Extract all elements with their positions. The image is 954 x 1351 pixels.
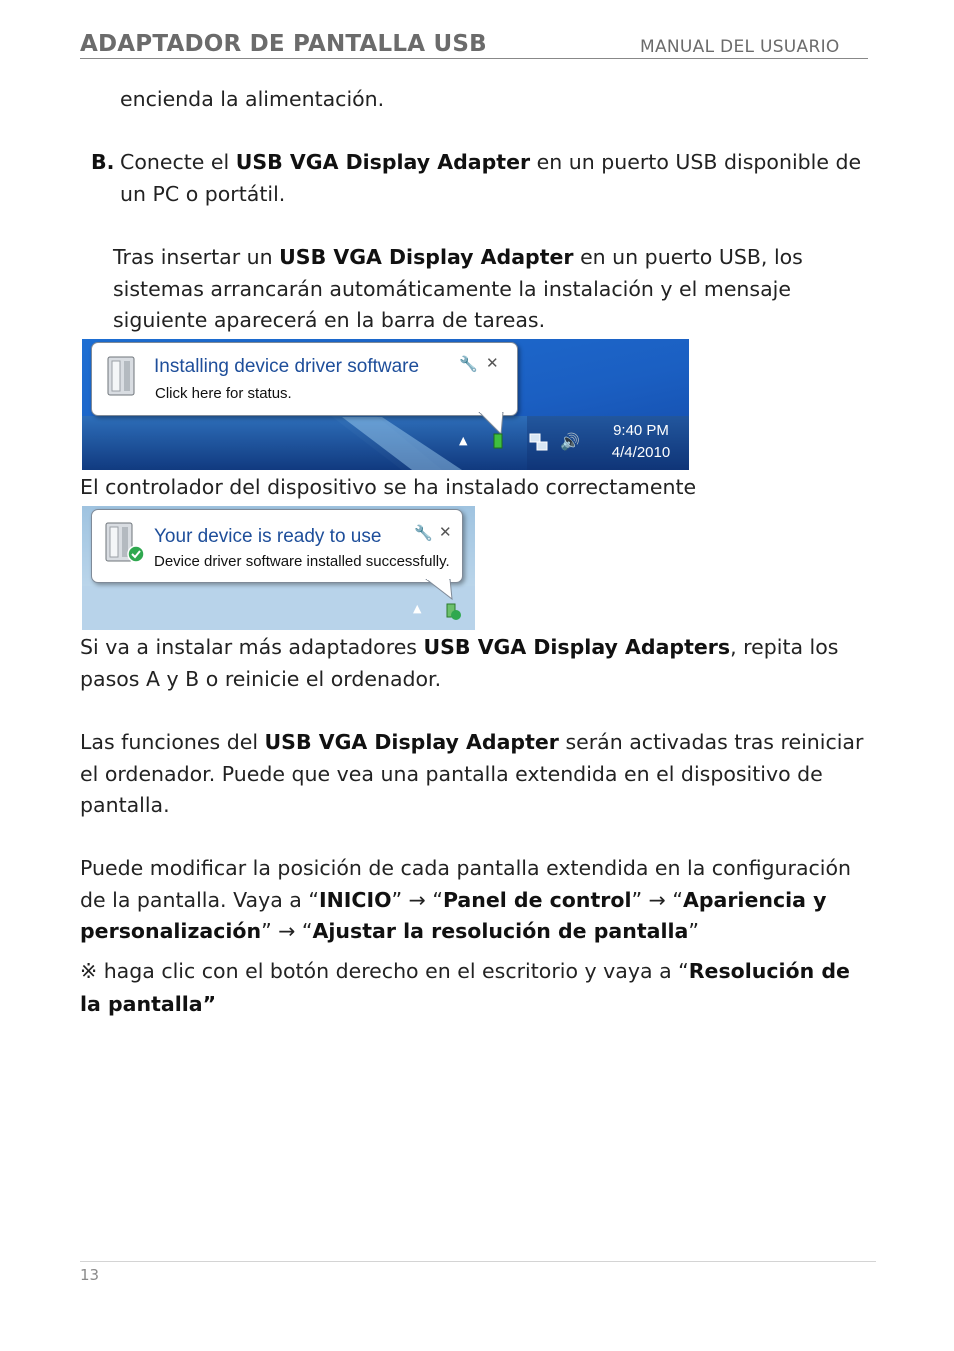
balloon-tail	[424, 579, 464, 603]
balloon-subtitle[interactable]: Click here for status.	[155, 385, 292, 402]
paragraph-note: ※ haga clic con el botón derecho en el escritorio y vaya a “Resolución de la pantalla”	[80, 959, 850, 1016]
volume-icon[interactable]: 🔊	[560, 432, 580, 451]
close-icon[interactable]: ✕	[486, 354, 499, 372]
header-divider	[80, 58, 868, 59]
device-tower-icon	[104, 354, 138, 398]
paragraph-functions: Las funciones del USB VGA Display Adapter serán activadas tras reiniciar el ordenador. Puede que vea una pantalla extendida en el dispositivo de pantalla.	[80, 730, 864, 817]
step-b-text: Conecte el USB VGA Display Adapter en un puerto USB disponible de un PC o portátil.	[120, 150, 862, 206]
paragraph-more-adapters: Si va a instalar más adaptadores USB VGA Display Adapters, repita los pasos A y B o reinicie el ordenador.	[80, 635, 839, 691]
taskbar-screenshot-ready	[82, 506, 475, 630]
device-ready-icon	[102, 520, 146, 566]
step-marker: B.	[91, 150, 115, 174]
paragraph-continuation: encienda la alimentación.	[120, 87, 385, 111]
balloon-title: Your device is ready to use	[154, 526, 382, 547]
header-title: ADAPTADOR DE PANTALLA USB	[80, 31, 487, 57]
close-icon[interactable]: ✕	[439, 523, 452, 541]
wrench-icon[interactable]: 🔧	[414, 524, 433, 542]
header-subtitle: MANUAL DEL USUARIO	[640, 37, 840, 57]
notification-balloon[interactable]	[91, 342, 518, 416]
wrench-icon[interactable]: 🔧	[459, 355, 478, 373]
page-number: 13	[80, 1266, 100, 1284]
taskbar-screenshot-installing	[82, 339, 689, 470]
clock-date: 4/4/2010	[611, 444, 671, 461]
paragraph-install: Tras insertar un USB VGA Display Adapter en un puerto USB, los sistemas arrancarán automáticamente la instalación y el mensaje siguiente aparecerá en la barra de tareas.	[113, 245, 803, 332]
network-icon[interactable]	[528, 432, 550, 454]
tray-clock[interactable]	[602, 420, 680, 464]
show-hidden-icons-icon[interactable]: ▲	[459, 434, 468, 447]
footer-divider	[80, 1261, 876, 1262]
balloon-title: Installing device driver software	[154, 356, 420, 377]
balloon-subtitle: Device driver software installed successfully.	[154, 553, 450, 570]
show-hidden-icons-icon[interactable]: ▲	[413, 602, 422, 615]
clock-time: 9:40 PM	[613, 422, 669, 439]
device-ready-tray-icon[interactable]	[444, 602, 462, 622]
caption-installed: El controlador del dispositivo se ha instalado correctamente	[80, 475, 697, 499]
usb-device-tray-icon[interactable]	[491, 432, 505, 450]
paragraph-settings-path: Puede modificar la posición de cada pantalla extendida en la configuración de la pantalla. Vaya a “INICIO” → “Panel de control” → “Apariencia y personalización” → “Ajustar la resolución de pantalla”	[80, 856, 852, 943]
